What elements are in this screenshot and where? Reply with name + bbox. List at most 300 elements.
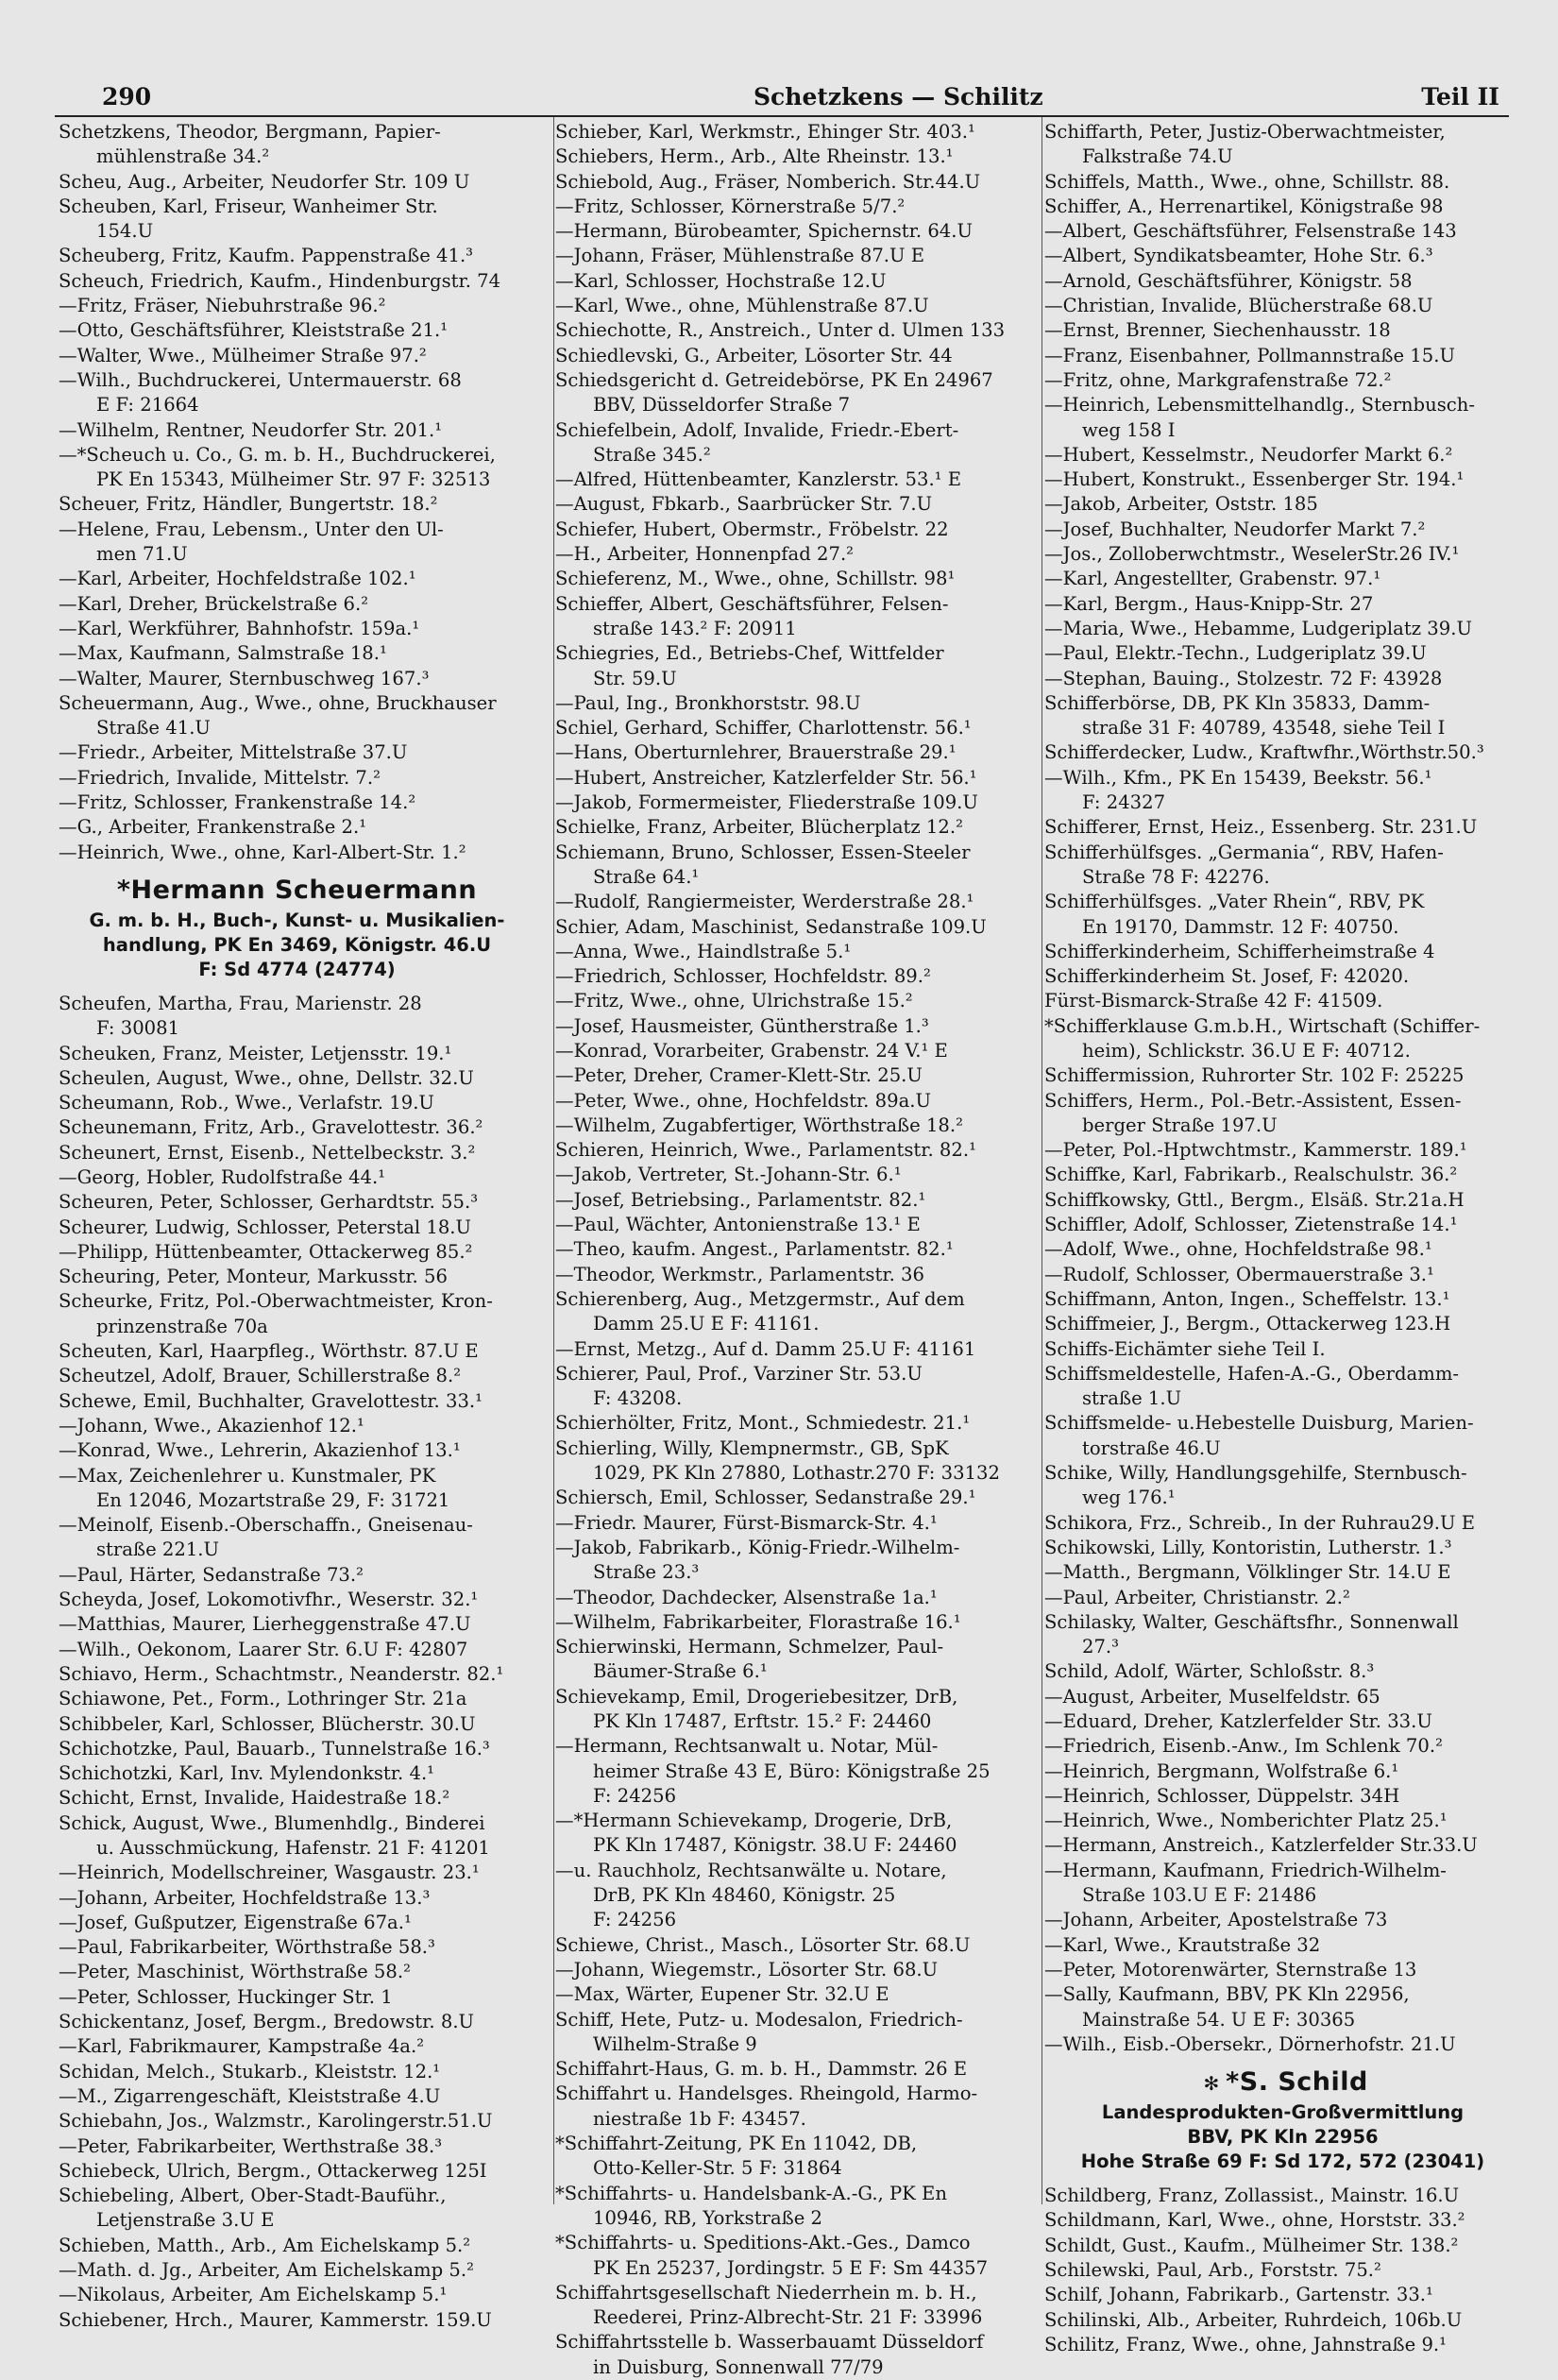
entry-line: Schichotzke, Paul, Bauarb., Tunnelstraße 16.³	[59, 1737, 490, 1760]
directory-entry	[1044, 1982, 1521, 2032]
entry-line: Schildmann, Karl, Wwe., ohne, Horststr. 33.²	[1044, 2209, 1465, 2232]
entry-line: —Karl, Angestellter, Grabenstr. 97.¹	[1044, 568, 1381, 590]
directory-entry	[1044, 1312, 1521, 1336]
column-3	[1044, 120, 1521, 2357]
entry-line: Schier, Adam, Maschinist, Sedanstraße 109.U	[555, 915, 987, 938]
entry-line: —Ernst, Metzg., Auf d. Damm 25.U F: 41161	[555, 1337, 976, 1360]
directory-entry	[1044, 964, 1521, 989]
directory-entry	[555, 1039, 1039, 1063]
directory-entry	[59, 841, 535, 865]
directory-entry	[555, 766, 1039, 790]
entry-line: Schielke, Franz, Arbeiter, Blücherplatz 12.²	[555, 816, 963, 839]
directory-entry	[555, 989, 1039, 1013]
directory-entry	[1044, 1958, 1521, 1982]
directory-entry	[1044, 1163, 1521, 1187]
directory-entry	[1044, 1138, 1521, 1163]
directory-entry	[59, 1414, 535, 1438]
directory-entry	[1044, 1511, 1521, 1536]
entry-line: Schiffahrt-Haus, G. m. b. H., Dammstr. 26 E	[555, 2058, 968, 2081]
entry-line: —Rudolf, Schlosser, Obermauerstraße 3.¹	[1044, 1263, 1434, 1285]
directory-entry	[555, 244, 1039, 268]
entry-line: Schierenberg, Aug., Metzgermstr., Auf dem	[555, 1287, 965, 1310]
directory-entry	[555, 1089, 1039, 1114]
ad-line: handlung, PK En 3469, Königstr. 46.U	[102, 933, 492, 956]
directory-entry	[59, 1886, 535, 1911]
directory-entry	[59, 567, 535, 591]
directory-entry	[59, 2234, 535, 2258]
directory-entry	[1044, 443, 1521, 468]
entry-line: Schidan, Melch., Stukarb., Kleiststr. 12.¹	[59, 2060, 441, 2082]
directory-entry	[59, 1389, 535, 1414]
entry-line: —Friedr. Maurer, Fürst-Bismarck-Str. 4.¹	[555, 1511, 938, 1534]
entry-line: —Heinrich, Schlosser, Düppelstr. 34H	[1044, 1784, 1400, 1807]
directory-entry	[1044, 393, 1521, 443]
directory-entry	[59, 2060, 535, 2084]
entry-line: —Karl, Wwe., ohne, Mühlenstraße 87.U	[555, 295, 929, 317]
entry-continuation: torstraße 46.U	[1082, 1436, 1221, 1459]
directory-entry	[1044, 1610, 1521, 1660]
entry-line: —Hubert, Konstrukt., Essenberger Str. 194.¹	[1044, 468, 1465, 491]
entry-line: —Math. d. Jg., Arbeiter, Am Eichelskamp 5.²	[59, 2259, 474, 2282]
directory-entry	[1044, 244, 1521, 268]
directory-entry	[1044, 2333, 1521, 2357]
directory-entry	[555, 592, 1039, 642]
directory-entry	[59, 1289, 535, 1339]
entry-continuation: straße 221.U	[96, 1538, 220, 1561]
directory-entry	[1044, 1685, 1521, 1709]
entry-continuation: straße 31 F: 40789, 43548, siehe Teil I	[1082, 717, 1446, 740]
entry-continuation: heimer Straße 43 E, Büro: Königstraße 25	[593, 1760, 991, 1782]
entry-continuation: F: 30081	[96, 1017, 180, 1040]
entry-line: —Friedrich, Eisenb.-Anw., Im Schlenk 70.²	[1044, 1735, 1443, 1758]
entry-continuation: men 71.U	[96, 543, 188, 566]
directory-entry	[1044, 617, 1521, 641]
entry-line: —u. Rauchholz, Rechtsanwälte u. Notare,	[555, 1859, 947, 1881]
entry-line: Schildberg, Franz, Zollassist., Mainstr. 16.U	[1044, 2184, 1460, 2207]
entry-continuation: F: 24256	[593, 1909, 677, 1931]
entry-line: Schiffs-Eichämter siehe Teil I.	[1044, 1337, 1326, 1360]
entry-line: —Wilhelm, Rentner, Neudorfer Str. 201.¹	[59, 418, 443, 441]
entry-line: —Jakob, Fabrikarb., König-Friedr.-Wilhelm-	[555, 1536, 960, 1558]
entry-line: Scheunemann, Fritz, Arb., Gravelottestr. 36.²	[59, 1116, 483, 1139]
entry-line: Schilasky, Walter, Geschäftsfhr., Sonnenwall	[1044, 1610, 1459, 1633]
entry-line: Schiffer, A., Herrenartikel, Königstraße 98	[1044, 195, 1444, 217]
directory-entry	[59, 691, 535, 741]
directory-entry	[555, 518, 1039, 542]
directory-entry	[555, 2008, 1039, 2058]
directory-entry	[1044, 2184, 1521, 2208]
entry-continuation: 27.³	[1082, 1636, 1120, 1658]
directory-entry	[59, 1190, 535, 1215]
entry-line: Schiefer, Hubert, Obermstr., Fröbelstr. 22	[555, 518, 949, 540]
directory-entry	[555, 2057, 1039, 2082]
entry-line: —Heinrich, Wwe., Nomberichter Platz 25.¹	[1044, 1810, 1448, 1832]
entry-continuation: PK En 25237, Jordingstr. 5 E F: Sm 44357	[593, 2256, 989, 2279]
directory-entry	[1044, 1560, 1521, 1585]
directory-entry	[555, 1114, 1039, 1138]
directory-entry	[59, 1638, 535, 1662]
ad-line: BBV, PK Kln 22956	[1187, 2126, 1379, 2149]
directory-entry	[1044, 542, 1521, 567]
directory-entry	[59, 1935, 535, 1960]
entry-line: —Stephan, Bauing., Stolzestr. 72 F: 43928	[1044, 667, 1443, 689]
entry-line: Schetzkens, Theodor, Bergmann, Papier-	[59, 121, 441, 143]
entry-line: —Karl, Bergm., Haus-Knipp-Str. 27	[1044, 592, 1374, 615]
directory-entry	[555, 1411, 1039, 1436]
directory-entry	[555, 1958, 1039, 1982]
directory-entry	[59, 344, 535, 368]
directory-entry	[59, 1985, 535, 2010]
directory-entry	[555, 1586, 1039, 1610]
entry-line: —August, Fbkarb., Saarbrücker Str. 7.U	[555, 493, 933, 516]
entry-line: —Wilh., Eisb.-Obersekr., Dörnerhofstr. 21.U	[1044, 2032, 1456, 2055]
directory-entry	[59, 1364, 535, 1388]
directory-entry	[1044, 1659, 1521, 1684]
entry-line: Schiawone, Pet., Form., Lothringer Str. 21a	[59, 1688, 467, 1710]
entry-continuation: Straße 345.²	[593, 443, 711, 466]
entry-line: —Johann, Arbeiter, Hochfeldstraße 13.³	[59, 1886, 431, 1909]
entry-line: Schifferer, Ernst, Heiz., Essenberg. Str. 231.U	[1044, 816, 1478, 839]
directory-entry	[59, 318, 535, 343]
directory-entry	[555, 2132, 1039, 2182]
entry-continuation: straße 1.U	[1082, 1387, 1182, 1410]
entry-continuation: En 19170, Dammstr. 12 F: 40750.	[1082, 915, 1399, 938]
entry-line: —Arnold, Geschäftsführer, Königstr. 58	[1044, 269, 1413, 292]
directory-entry	[59, 368, 535, 418]
entry-line: Schiebeling, Albert, Ober-Stadt-Bauführ.,	[59, 2184, 447, 2207]
entry-line: Scheuren, Peter, Schlosser, Gerhardtstr. 55.³	[59, 1191, 479, 1214]
directory-entry	[555, 1982, 1039, 2007]
entry-line: Schiffke, Karl, Fabrikarb., Realschulstr. 36.²	[1044, 1164, 1458, 1186]
directory-entry	[555, 170, 1039, 195]
entry-continuation: Str. 59.U	[593, 667, 677, 689]
entry-line: —Eduard, Dreher, Katzlerfelder Str. 33.U	[1044, 1710, 1432, 1732]
entry-line: Scheuring, Peter, Monteur, Markusstr. 56	[59, 1266, 448, 1288]
directory-entry	[1044, 344, 1521, 368]
entry-line: Schiffahrtsgesellschaft Niederrhein m. b. H.,	[555, 2281, 977, 2304]
entry-line: —Max, Wärter, Eupener Str. 32.U E	[555, 1983, 889, 2006]
entry-continuation: PK En 15343, Mülheimer Str. 97 F: 32513	[96, 468, 491, 491]
entry-line: —Helene, Frau, Lebensm., Unter den Ul-	[59, 518, 444, 540]
directory-entry	[1044, 667, 1521, 691]
directory-entry	[59, 1042, 535, 1066]
directory-entry	[59, 1464, 535, 1514]
entry-line: —Georg, Hobler, Rudolfstraße 44.¹	[59, 1165, 386, 1188]
directory-entry	[59, 641, 535, 666]
directory-entry	[59, 1438, 535, 1463]
entry-line: —Paul, Fabrikarbeiter, Wörthstraße 58.³	[59, 1936, 435, 1959]
directory-entry	[1044, 815, 1521, 840]
ad-title-text: *S. Schild	[1226, 2067, 1368, 2098]
entry-line: Schifferhülfsges. „Germania“, RBV, Hafen-	[1044, 841, 1444, 863]
entry-line: Schiedsgericht d. Getreidebörse, PK En 24967	[555, 368, 993, 391]
entry-line: —Heinrich, Wwe., ohne, Karl-Albert-Str. 1.²	[59, 841, 466, 863]
directory-entry	[1044, 1784, 1521, 1809]
entry-line: —Fritz, Schlosser, Körnerstraße 5/7.²	[555, 195, 906, 217]
entry-line: Schieferenz, M., Wwe., ohne, Schillstr. 98¹	[555, 568, 956, 590]
entry-line: —Johann, Wiegemstr., Lösorter Str. 68.U	[555, 1958, 939, 1980]
entry-line: —Fritz, Wwe., ohne, Ulrichstraße 15.²	[555, 990, 913, 1012]
entry-line: —Karl, Arbeiter, Hochfeldstraße 102.¹	[59, 568, 416, 590]
directory-entry	[1044, 1213, 1521, 1237]
entry-continuation: heim), Schlickstr. 36.U E F: 40712.	[1082, 1039, 1411, 1062]
ad-line: F: Sd 4774 (24774)	[198, 958, 396, 980]
ad-line: Landesprodukten-Großvermittlung	[1101, 2101, 1465, 2124]
entry-line: Schicht, Ernst, Invalide, Haidestraße 18.²	[59, 1787, 450, 1810]
entry-line: Schifferhülfsges. „Vater Rhein“, RBV, PK	[1044, 891, 1425, 913]
entry-line: —*Hermann Schievekamp, Drogerie, DrB,	[555, 1810, 953, 1832]
column-1	[59, 120, 535, 2333]
page-header	[102, 79, 1509, 115]
entry-continuation: weg 158 I	[1082, 418, 1176, 441]
entry-line: —Anna, Wwe., Haindlstraße 5.¹	[555, 940, 852, 962]
entry-line: —Hermann, Anstreich., Katzlerfelder Str.33.U	[1044, 1834, 1478, 1857]
running-title: Schetzkens — Schilitz	[754, 83, 1043, 110]
entry-continuation: PK Kln 17487, Erftstr. 15.² F: 24460	[593, 1710, 932, 1732]
entry-line: —Theodor, Werkmstr., Parlamentstr. 36	[555, 1263, 924, 1285]
entry-line: Scheyda, Josef, Lokomotivfhr., Weserstr. 32.¹	[59, 1589, 479, 1611]
entry-line: Schiewe, Christ., Masch., Lösorter Str. 68.U	[555, 1933, 971, 1956]
entry-line: Schiedlevski, G., Arbeiter, Lösorter Str. 44	[555, 344, 953, 366]
entry-continuation: E F: 21664	[96, 394, 199, 416]
directory-entry	[1044, 1014, 1521, 1064]
directory-entry	[59, 1216, 535, 1240]
entry-line: Schiebahn, Jos., Walzmstr., Karolingerstr.51.U	[59, 2110, 493, 2133]
directory-entry	[1044, 641, 1521, 666]
entry-line: —Otto, Geschäftsführer, Kleiststraße 21.¹	[59, 319, 449, 342]
entry-line: —Alfred, Hüttenbeamter, Kanzlerstr. 53.¹ E	[555, 468, 962, 491]
entry-line: Schiechotte, R., Anstreich., Unter d. Ulmen 133	[555, 319, 1006, 342]
entry-line: —Paul, Ing., Bronkhorststr. 98.U	[555, 691, 861, 714]
directory-entry	[1044, 2308, 1521, 2333]
directory-entry	[555, 1287, 1039, 1337]
entry-line: Scheuken, Franz, Meister, Letjensstr. 19.¹	[59, 1042, 452, 1064]
entry-line: —Meinolf, Eisenb.-Oberschaffn., Gneisenau-	[59, 1514, 473, 1537]
entry-line: —Josef, Betriebsing., Parlamentstr. 82.¹	[555, 1188, 926, 1211]
entry-line: —Konrad, Wwe., Lehrerin, Akazienhof 13.¹	[59, 1439, 461, 1462]
entry-continuation: BBV, Düsseldorfer Straße 7	[593, 394, 851, 416]
entry-line: Schild, Adolf, Wärter, Schloßstr. 8.³	[1044, 1660, 1375, 1683]
directory-entry	[1044, 2032, 1521, 2057]
entry-line: Schichotzki, Karl, Inv. Mylendonkstr. 4.¹	[59, 1762, 435, 1785]
entry-continuation: Reederei, Prinz-Albrecht-Str. 21 F: 33996	[593, 2306, 983, 2329]
directory-entry	[1044, 691, 1521, 741]
directory-entry	[1044, 368, 1521, 393]
directory-entry	[59, 2308, 535, 2333]
column-divider	[553, 117, 554, 2204]
entry-line: Schieben, Matth., Arb., Am Eichelskamp 5.²	[59, 2234, 471, 2256]
entry-continuation: in Duisburg, Sonnenwall 77/79	[593, 2355, 884, 2378]
entry-line: Schilinski, Alb., Arbeiter, Ruhrdeich, 106b.U	[1044, 2308, 1463, 2331]
entry-line: Schiebold, Aug., Fräser, Nomberich. Str.44.U	[555, 170, 981, 193]
entry-line: —G., Arbeiter, Frankenstraße 2.¹	[59, 816, 367, 839]
directory-entry	[555, 915, 1039, 940]
entry-continuation: Otto-Keller-Str. 5 F: 31864	[593, 2157, 842, 2180]
entry-line: —Adolf, Wwe., ohne, Hochfeldstraße 98.¹	[1044, 1238, 1432, 1261]
entry-line: —Fritz, Fräser, Niebuhrstraße 96.²	[59, 295, 386, 317]
directory-entry	[59, 2134, 535, 2159]
directory-entry	[1044, 195, 1521, 219]
entry-line: Schiffmeier, J., Bergm., Ottackerweg 123.H	[1044, 1313, 1451, 1335]
directory-entry	[59, 1786, 535, 1810]
entry-line: —M., Zigarrengeschäft, Kleiststraße 4.U	[59, 2084, 441, 2107]
directory-entry	[555, 1263, 1039, 1287]
entry-line: —Peter, Pol.-Hptwchtmstr., Kammerstr. 189.¹	[1044, 1139, 1467, 1162]
entry-line: Schifferbörse, DB, PK Kln 35833, Damm-	[1044, 691, 1431, 714]
directory-entry	[59, 2159, 535, 2184]
directory-entry	[1044, 1063, 1521, 1088]
directory-entry	[555, 144, 1039, 169]
entry-line: Schiebener, Hrch., Maurer, Kammerstr. 159.U	[59, 2308, 492, 2331]
directory-entry	[1044, 468, 1521, 492]
directory-entry	[555, 468, 1039, 492]
entry-line: —Wilh., Kfm., PK En 15439, Beekstr. 56.¹	[1044, 766, 1432, 789]
directory-entry	[59, 2034, 535, 2059]
directory-entry	[59, 1141, 535, 1165]
entry-line: Scheu, Aug., Arbeiter, Neudorfer Str. 109 U	[59, 170, 470, 193]
entry-line: Schiffsmelde- u.Hebestelle Duisburg, Marien-	[1044, 1412, 1474, 1435]
entry-line: Scheufen, Martha, Frau, Marienstr. 28	[59, 992, 422, 1014]
entry-line: —Wilh., Buchdruckerei, Untermauerstr. 68	[59, 368, 462, 391]
directory-entry	[555, 567, 1039, 591]
directory-entry	[555, 542, 1039, 567]
entry-continuation: 10946, RB, Yorkstraße 2	[593, 2206, 823, 2229]
directory-entry	[59, 2109, 535, 2134]
entry-line: —August, Arbeiter, Muselfeldstr. 65	[1044, 1685, 1380, 1708]
entry-continuation: mühlenstraße 34.²	[96, 145, 270, 168]
entry-line: —Heinrich, Bergmann, Wolfstraße 6.¹	[1044, 1760, 1399, 1782]
entry-line: Fürst-Bismarck-Straße 42 F: 41509.	[1044, 990, 1383, 1012]
directory-entry	[59, 592, 535, 617]
entry-line: Schiefelbein, Adolf, Invalide, Friedr.-Ebert-	[555, 418, 959, 441]
directory-entry	[59, 1115, 535, 1140]
entry-line: —Peter, Dreher, Cramer-Klett-Str. 25.U	[555, 1064, 923, 1087]
entry-line: —Ernst, Brenner, Siechenhausstr. 18	[1044, 319, 1391, 342]
ad-line: G. m. b. H., Buch-, Kunst- u. Musikalien-	[89, 909, 505, 931]
entry-line: Scheuer, Fritz, Händler, Bungertstr. 18.²	[59, 493, 438, 516]
entry-continuation: niestraße 1b F: 43457.	[593, 2107, 806, 2130]
directory-entry	[59, 1339, 535, 1364]
entry-line: —Hermann, Kaufmann, Friedrich-Wilhelm-	[1044, 1859, 1447, 1881]
directory-entry	[555, 1685, 1039, 1735]
entry-continuation: berger Straße 197.U	[1082, 1114, 1278, 1136]
entry-continuation: u. Ausschmückung, Hafenstr. 21 F: 41201	[96, 1837, 490, 1859]
directory-entry	[555, 716, 1039, 740]
entry-line: —Rudolf, Rangiermeister, Werderstraße 28.¹	[555, 891, 974, 913]
directory-entry	[555, 2330, 1039, 2380]
directory-entry	[59, 195, 535, 245]
directory-entry	[555, 641, 1039, 691]
entry-line: —Johann, Wwe., Akazienhof 12.¹	[59, 1414, 364, 1436]
entry-line: Scheuberg, Fritz, Kaufm. Pappenstraße 41.³	[59, 245, 474, 267]
directory-entry	[1044, 1536, 1521, 1560]
directory-entry	[555, 1213, 1039, 1237]
directory-entry	[59, 1091, 535, 1115]
entry-line: Schilitz, Franz, Wwe., ohne, Jahnstraße 9.¹	[1044, 2333, 1448, 2355]
directory-entry	[555, 2231, 1039, 2281]
entry-line: —Albert, Geschäftsführer, Felsenstraße 143	[1044, 220, 1457, 243]
entry-line: Schibbeler, Karl, Schlosser, Blücherstr. 30.U	[59, 1712, 476, 1735]
directory-entry	[59, 1687, 535, 1711]
entry-line: Schilf, Johann, Fabrikarb., Gartenstr. 33.¹	[1044, 2284, 1433, 2306]
entry-line: Scheutzel, Adolf, Brauer, Schillerstraße 8.²	[59, 1365, 462, 1387]
entry-line: *Schiffahrts- u. Handelsbank-A.-G., PK En	[555, 2182, 947, 2204]
entry-line: Scheumann, Rob., Wwe., Verlafstr. 19.U	[59, 1092, 434, 1114]
directory-entry	[555, 691, 1039, 716]
entry-line: Schiebers, Herm., Arb., Alte Rheinstr. 13.¹	[555, 145, 954, 168]
entry-continuation: DrB, PK Kln 48460, Königstr. 25	[593, 1884, 896, 1907]
entry-continuation: F: 24327	[1082, 791, 1166, 814]
emblem-icon: ✻	[1203, 2072, 1220, 2096]
directory-entry	[1044, 1586, 1521, 1610]
entry-line: Schiel, Gerhard, Schiffer, Charlottenstr. 56.¹	[555, 717, 972, 740]
directory-entry	[1044, 1859, 1521, 1909]
entry-line: —Philipp, Hüttenbeamter, Ottackerweg 85.²	[59, 1240, 473, 1263]
entry-line: —Wilhelm, Fabrikarbeiter, Florastraße 16.¹	[555, 1610, 961, 1633]
entry-continuation: weg 176.¹	[1082, 1487, 1176, 1509]
entry-line: —Karl, Schlosser, Hochstraße 12.U	[555, 269, 887, 292]
directory-entry	[59, 2084, 535, 2109]
directory-entry	[555, 195, 1039, 219]
entry-line: —H., Arbeiter, Honnenpfad 27.²	[555, 543, 855, 566]
directory-entry	[555, 1610, 1039, 1635]
entry-continuation: PK Kln 17487, Königstr. 38.U F: 24460	[593, 1834, 957, 1857]
directory-entry	[1044, 1933, 1521, 1958]
directory-entry	[1044, 492, 1521, 517]
directory-entry	[59, 120, 535, 170]
entry-line: —Walter, Maurer, Sternbuschweg 167.³	[59, 667, 430, 689]
entry-line: Schifferkinderheim St. Josef, F: 42020.	[1044, 965, 1410, 988]
directory-entry	[59, 2283, 535, 2307]
directory-entry	[555, 1933, 1039, 1958]
entry-line: —Hermann, Rechtsanwalt u. Notar, Mül-	[555, 1735, 939, 1758]
entry-line: Schievekamp, Emil, Drogeriebesitzer, DrB,	[555, 1685, 958, 1708]
directory-entry	[59, 1563, 535, 1588]
entry-line: Schiffers, Herm., Pol.-Betr.-Assistent, Essen-	[1044, 1089, 1462, 1112]
directory-entry	[555, 2182, 1039, 2232]
entry-line: *Schiffahrt-Zeitung, PK En 11042, DB,	[555, 2133, 918, 2155]
directory-entry	[1044, 989, 1521, 1013]
entry-line: —Nikolaus, Arbeiter, Am Eichelskamp 5.¹	[59, 2284, 448, 2306]
directory-entry	[555, 1063, 1039, 1088]
directory-entry	[555, 1486, 1039, 1510]
directory-entry	[59, 1737, 535, 1761]
directory-entry	[1044, 592, 1521, 617]
entry-line: —Hermann, Bürobeamter, Spichernstr. 64.U	[555, 220, 973, 243]
entry-line: —Hubert, Kesselmstr., Neudorfer Markt 6.²	[1044, 443, 1453, 466]
entry-continuation: Bäumer-Straße 6.¹	[593, 1660, 768, 1683]
entry-line: —Jakob, Formermeister, Fliederstraße 109.U	[555, 791, 978, 814]
directory-entry	[59, 1240, 535, 1265]
entry-line: Schickentanz, Josef, Bergm., Bredowstr. 8.U	[59, 2011, 475, 2033]
directory-entry	[1044, 1908, 1521, 1932]
entry-line: Schierer, Paul, Prof., Varziner Str. 53.U	[555, 1362, 923, 1385]
entry-line: —Sally, Kaufmann, BBV, PK Kln 22956,	[1044, 1983, 1410, 2006]
directory-entry	[59, 1066, 535, 1091]
directory-entry	[59, 815, 535, 840]
directory-entry	[1044, 2283, 1521, 2307]
directory-entry	[59, 740, 535, 765]
directory-entry	[555, 318, 1039, 343]
entry-line: —Theodor, Dachdecker, Alsenstraße 1a.¹	[555, 1586, 938, 1608]
entry-continuation: Straße 64.¹	[593, 865, 700, 888]
entry-continuation: Straße 41.U	[96, 717, 211, 740]
entry-line: —Franz, Eisenbahner, Pollmannstraße 15.U	[1044, 344, 1455, 366]
entry-line: —Johann, Fräser, Mühlenstraße 87.U E	[555, 245, 925, 267]
entry-line: —*Scheuch u. Co., G. m. b. H., Buchdruckerei,	[59, 443, 496, 466]
entry-line: —Peter, Wwe., ohne, Hochfeldstr. 89a.U	[555, 1089, 931, 1112]
entry-line: —Fritz, ohne, Markgrafenstraße 72.²	[1044, 368, 1392, 391]
